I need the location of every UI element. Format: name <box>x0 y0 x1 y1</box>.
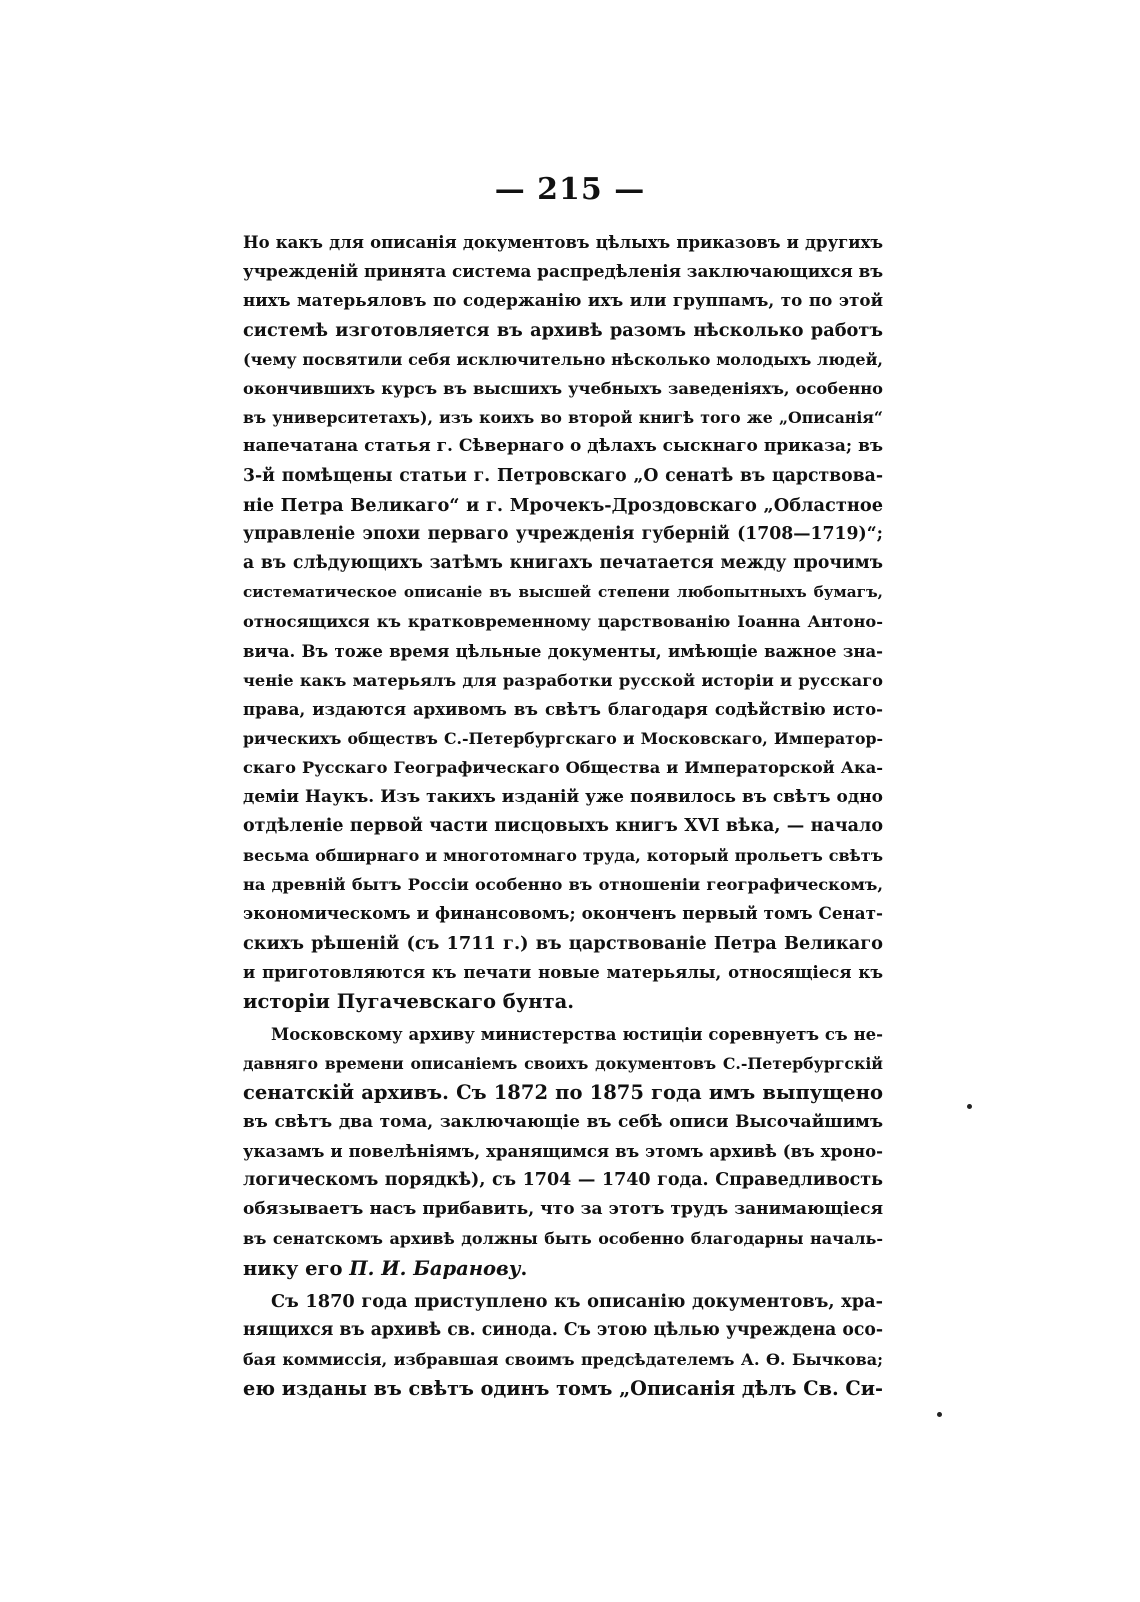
text-line: и приготовляются къ печати новые матерьялы, относящіеся къ <box>243 962 883 982</box>
text-line: Съ 1870 года приступлено къ описанію документовъ, хра- <box>271 1290 883 1312</box>
text-line: Но какъ для описанія документовъ цѣлыхъ приказовъ и другихъ <box>243 233 883 252</box>
text-line: нящихся въ архивѣ св. синода. Съ этою цѣлью учреждена осо- <box>243 1319 883 1340</box>
text-line: напечатана статья г. Сѣвернаго о дѣлахъ сыскнаго приказа; въ <box>243 436 883 457</box>
text-line: Московскому архиву министерства юстиціи соревнуетъ съ не- <box>271 1025 883 1045</box>
paragraph <box>243 1287 883 1404</box>
ink-speck <box>937 1412 942 1417</box>
person-name: П. И. Баранову <box>349 1256 521 1280</box>
text-line: въ сенатскомъ архивѣ должны быть особенно благодарны началь- <box>243 1229 883 1249</box>
text-line: 3-й помѣщены статьи г. Петровскаго „О сенатѣ въ царствова- <box>243 465 883 486</box>
text-line: скаго Русскаго Географическаго Общества и Императорской Ака- <box>243 758 883 778</box>
paragraph <box>243 1020 883 1283</box>
text-line: бая коммиссія, избравшая своимъ предсѣдателемъ А. Ѳ. Бычкова; <box>243 1350 883 1370</box>
text-line: рическихъ обществъ С.-Петербургскаго и Московскаго, Император- <box>243 729 883 749</box>
text-line: сенатскій архивъ. Съ 1872 по 1875 года имъ выпущено <box>243 1081 883 1105</box>
text-line: а въ слѣдующихъ затѣмъ книгахъ печатается между прочимъ <box>243 553 883 574</box>
text-line: въ университетахъ), изъ коихъ во второй книгѣ того же „Описанія“ <box>243 408 883 428</box>
text-line: исторіи Пугачевскаго бунта. <box>243 989 575 1013</box>
body-text <box>243 228 883 1404</box>
text-line: окончившихъ курсъ въ высшихъ учебныхъ заведеніяхъ, особенно <box>243 378 883 398</box>
text-line: ніе Петра Великаго“ и г. Мрочекъ-Дроздовскаго „Областное <box>243 494 883 516</box>
text-line: деміи Наукъ. Изъ такихъ изданій уже появилось въ свѣтъ одно <box>243 786 883 807</box>
text-line: вича. Въ тоже время цѣльные документы, имѣющіе важное зна- <box>243 641 883 661</box>
text-line: нихъ матерьяловъ по содержанію ихъ или группамъ, то по этой <box>243 290 883 311</box>
text-line: права, издаются архивомъ въ свѣтъ благодаря содѣйствію исто- <box>243 700 883 719</box>
text-line: ченіе какъ матерьялъ для разработки русской исторіи и русскаго <box>243 670 883 690</box>
text-line: отдѣленіе первой части писцовыхъ книгъ XVI вѣка, — начало <box>243 815 883 836</box>
text-line: указамъ и повелѣніямъ, хранящимся въ этомъ архивѣ (въ хроно- <box>243 1141 883 1161</box>
text-line: систематическое описаніе въ высшей степени любопытныхъ бумагъ, <box>243 583 883 602</box>
text-line: (чему посвятили себя исключительно нѣсколько молодыхъ людей, <box>243 349 883 369</box>
text-line: управленіе эпохи перваго учрежденія губерній (1708—1719)“; <box>243 523 883 544</box>
text-line: ею изданы въ свѣтъ одинъ томъ „Описанія дѣлъ Св. Си- <box>243 1377 883 1401</box>
text-line <box>243 1254 883 1283</box>
page-number: — 215 — <box>494 172 646 207</box>
text-line: въ свѣтъ два тома, заключающіе въ себѣ описи Высочайшимъ <box>243 1111 883 1132</box>
text-line: системѣ изготовляется въ архивѣ разомъ нѣсколько работъ <box>243 319 883 341</box>
text-line: экономическомъ и финансовомъ; оконченъ первый томъ Сенат- <box>243 903 883 924</box>
text-line: логическомъ порядкѣ), съ 1704 — 1740 года. Справедливость <box>243 1170 883 1190</box>
text-line: обязываетъ насъ прибавить, что за этотъ трудъ занимающіеся <box>243 1199 883 1220</box>
text-line: учрежденій принята система распредѣленія заключающихся въ <box>243 261 884 282</box>
closing-punctuation: . <box>520 1256 528 1280</box>
text-line: весьма обширнаго и многотомнаго труда, который прольетъ свѣтъ <box>243 845 883 865</box>
paragraph <box>243 228 883 1016</box>
text-line: на древній бытъ Россіи особенно въ отношеніи географическомъ, <box>243 875 883 895</box>
text-line: давняго времени описаніемъ своихъ документовъ С.-Петербургскій <box>243 1054 883 1074</box>
ink-speck <box>967 1104 972 1109</box>
text-line: относящихся къ кратковременному царствованію Іоанна Антоно- <box>243 612 883 632</box>
closing-text: нику его <box>243 1256 350 1280</box>
text-line: скихъ рѣшеній (съ 1711 г.) въ царствованіе Петра Великаго <box>243 932 883 954</box>
